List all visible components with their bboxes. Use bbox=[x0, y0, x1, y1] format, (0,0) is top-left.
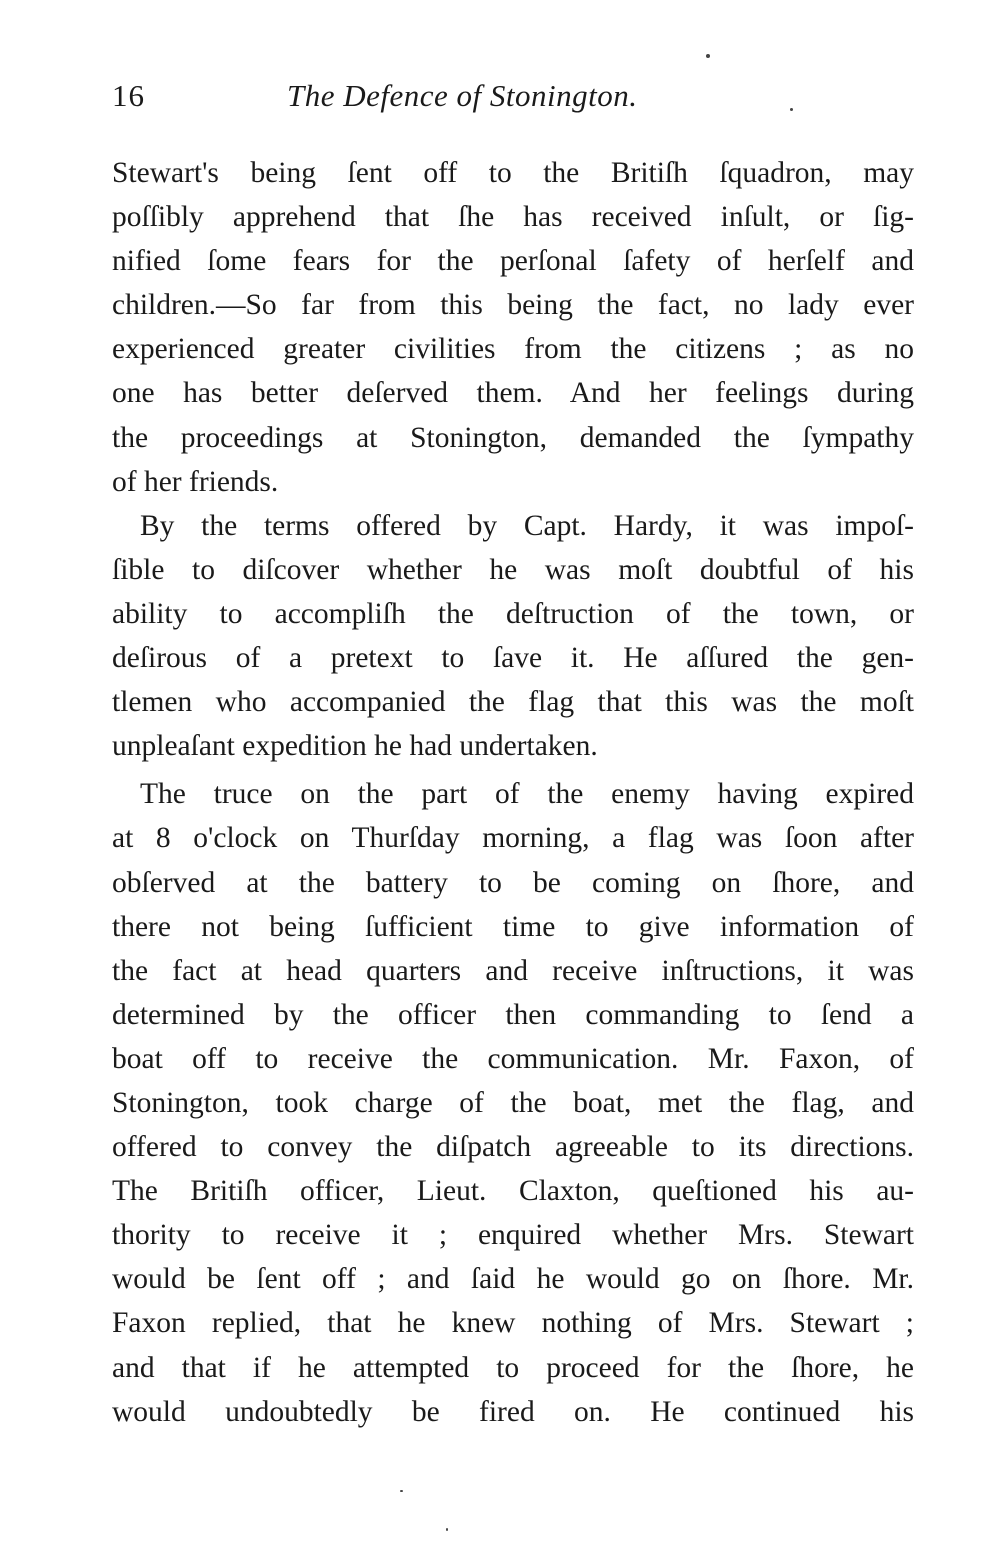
body-text bbox=[112, 151, 914, 1434]
text-line: boat off to receive the communication. Mr. Faxon, of bbox=[112, 1042, 914, 1075]
text-line: Stewart's being ſent off to the Britiſh ſquadron, may bbox=[112, 157, 914, 189]
text-line: nified ſome fears for the perſonal ſafety of herſelf and bbox=[112, 245, 914, 278]
text-line: ability to accompliſh the deſtruction of the town, or bbox=[112, 597, 914, 630]
text-line: experienced greater civilities from the citizens ; as no bbox=[112, 333, 914, 366]
running-title: The Defence of Stonington. bbox=[287, 78, 638, 113]
text-line: and that if he attempted to proceed for the ſhore, he bbox=[112, 1351, 914, 1384]
text-line: ſible to diſcover whether he was moſt doubtful of his bbox=[112, 553, 914, 586]
text-line: thority to receive it ; enquired whether Mrs. Stewart bbox=[112, 1219, 914, 1252]
text-line: The Britiſh officer, Lieut. Claxton, queſtioned his au- bbox=[112, 1175, 914, 1208]
text-line: there not being ſufficient time to give information of bbox=[112, 910, 914, 943]
text-line: By the terms offered by Capt. Hardy, it was impoſ- bbox=[140, 509, 914, 542]
paragraph bbox=[112, 772, 914, 1433]
print-speck bbox=[446, 1528, 448, 1531]
page-header bbox=[112, 78, 912, 122]
text-line: one has better deſerved them. And her feelings during bbox=[112, 377, 914, 410]
text-line: children.—So far from this being the fact, no lady ever bbox=[112, 289, 914, 322]
text-line: the proceedings at Stonington, demanded the ſympathy bbox=[112, 421, 914, 454]
text-line: unpleaſant expedition he had undertaken. bbox=[112, 730, 598, 763]
page-number: 16 bbox=[112, 78, 145, 113]
paragraph bbox=[112, 151, 914, 504]
text-line: the fact at head quarters and receive inſtructions, it was bbox=[112, 954, 914, 987]
text-line: poſſibly apprehend that ſhe has received inſult, or ſig- bbox=[112, 201, 914, 234]
print-speck bbox=[706, 54, 710, 58]
text-line: The truce on the part of the enemy having expired bbox=[140, 778, 914, 811]
text-line: deſirous of a pretext to ſave it. He aſſured the gen- bbox=[112, 642, 914, 675]
text-line: at 8 o'clock on Thurſday morning, a flag was ſoon after bbox=[112, 822, 914, 855]
print-speck bbox=[790, 108, 793, 111]
text-line: Stonington, took charge of the boat, met the flag, and bbox=[112, 1086, 914, 1119]
text-line: determined by the officer then commanding to ſend a bbox=[112, 998, 914, 1031]
text-line: Faxon replied, that he knew nothing of Mrs. Stewart ; bbox=[112, 1307, 914, 1340]
text-line: would be ſent off ; and ſaid he would go on ſhore. Mr. bbox=[112, 1263, 914, 1296]
text-line: of her friends. bbox=[112, 465, 279, 498]
text-line: offered to convey the diſpatch agreeable to its directions. bbox=[112, 1131, 914, 1164]
print-speck bbox=[400, 1490, 403, 1492]
text-line: tlemen who accompanied the flag that this was the moſt bbox=[112, 686, 914, 719]
text-line: obſerved at the battery to be coming on ſhore, and bbox=[112, 866, 914, 899]
text-line: would undoubtedly be fired on. He continued his bbox=[112, 1395, 914, 1428]
paragraph bbox=[112, 504, 914, 769]
